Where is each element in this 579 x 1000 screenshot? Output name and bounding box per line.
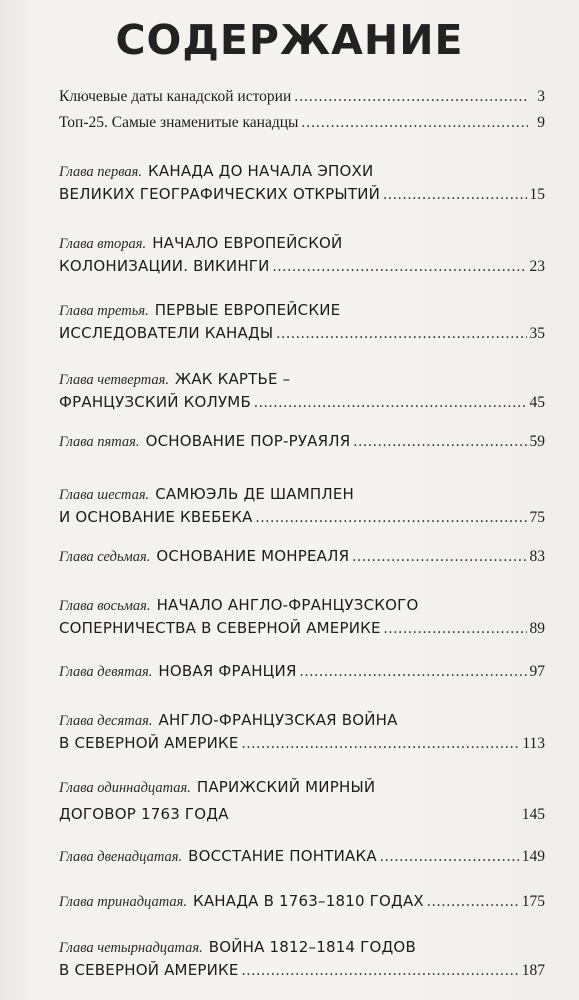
page-number: 45 — [529, 394, 545, 411]
chapter-line — [59, 732, 545, 755]
chapter-heading: АНГЛО-ФРАНЦУЗСКАЯ ВОЙНА — [158, 711, 398, 729]
page-number: 187 — [521, 962, 545, 979]
chapter-line — [59, 255, 545, 278]
page-number: 83 — [529, 548, 545, 565]
chapter-line — [59, 959, 545, 982]
page-number: 75 — [529, 509, 545, 526]
dot-leader — [383, 184, 526, 206]
chapter-heading: КАНАДА В 1763–1810 ГОДАХ — [193, 892, 424, 910]
chapter-line — [59, 183, 545, 206]
chapter-label: Глава четвертая. — [59, 372, 169, 388]
chapter-heading-cont: И ОСНОВАНИЕ КВЕБЕКА — [59, 508, 253, 526]
toc-chapter-entry — [59, 845, 545, 868]
chapter-line — [59, 299, 545, 322]
dot-leader — [273, 256, 527, 278]
dot-leader — [254, 392, 527, 414]
dot-leader — [256, 507, 527, 529]
toc-chapter-entry — [59, 160, 545, 206]
toc-chapter-entry — [59, 368, 545, 414]
chapter-heading-cont: В СЕВЕРНОЙ АМЕРИКЕ — [59, 961, 239, 979]
toc-entry — [59, 112, 545, 134]
chapter-line — [59, 845, 545, 868]
toc-chapter-entry — [59, 709, 545, 755]
chapter-heading: НАЧАЛО ЕВРОПЕЙСКОЙ — [152, 234, 343, 252]
chapter-heading: ВОССТАНИЕ ПОНТИАКА — [188, 847, 377, 865]
toc-chapter-entry — [59, 660, 545, 683]
toc-chapter-entry — [59, 299, 545, 345]
toc-chapter-entry — [59, 430, 545, 453]
chapter-line — [59, 506, 545, 529]
toc-line — [59, 112, 545, 134]
dot-leader — [352, 546, 526, 568]
entry-title: Топ-25. Самые знаменитые канадцы — [59, 114, 299, 131]
page-number: 3 — [537, 88, 545, 105]
chapter-line — [59, 368, 545, 391]
page-number: 35 — [529, 325, 545, 342]
chapter-heading: ЖАК КАРТЬЕ – — [174, 370, 291, 388]
chapter-heading: САМЮЭЛЬ ДЕ ШАМПЛЕН — [155, 485, 354, 503]
toc-chapter-entry — [59, 594, 545, 640]
toc-line — [59, 86, 545, 108]
page-number: 23 — [529, 258, 545, 275]
chapter-heading-cont: ИССЛЕДОВАТЕЛИ КАНАДЫ — [59, 324, 274, 342]
dot-leader — [294, 86, 528, 108]
page-number: 15 — [529, 186, 545, 203]
chapter-line — [59, 483, 545, 506]
chapter-heading-cont: В СЕВЕРНОЙ АМЕРИКЕ — [59, 734, 239, 752]
dot-leader — [384, 618, 527, 640]
chapter-heading-cont: КОЛОНИЗАЦИИ. ВИКИНГИ — [59, 257, 270, 275]
page-number: 175 — [521, 893, 545, 910]
chapter-label: Глава первая. — [59, 164, 143, 180]
chapter-heading: ВОЙНА 1812–1814 ГОДОВ — [208, 938, 416, 956]
dot-leader — [301, 112, 528, 134]
chapter-line — [59, 709, 545, 732]
chapter-heading: ПАРИЖСКИЙ МИРНЫЙ — [196, 778, 376, 796]
entry-title: Ключевые даты канадской истории — [59, 88, 292, 105]
chapter-line — [59, 936, 545, 959]
dot-leader — [380, 846, 519, 868]
chapter-heading: ОСНОВАНИЕ МОНРЕАЛЯ — [156, 547, 350, 565]
chapter-label: Глава десятая. — [59, 713, 153, 729]
toc-entry — [59, 86, 545, 108]
chapter-label: Глава третья. — [59, 303, 149, 319]
chapter-line — [59, 890, 545, 913]
chapter-heading: ОСНОВАНИЕ ПОР-РУАЯЛЯ — [145, 432, 351, 450]
chapter-label: Глава восьмая. — [59, 598, 151, 614]
chapter-line — [59, 776, 545, 799]
chapter-heading: КАНАДА ДО НАЧАЛА ЭПОХИ — [148, 162, 374, 180]
chapter-heading-cont: СОПЕРНИЧЕСТВА В СЕВЕРНОЙ АМЕРИКЕ — [59, 619, 381, 637]
chapter-label: Глава двенадцатая. — [59, 849, 183, 865]
dot-leader — [353, 431, 526, 453]
page-number: 145 — [521, 806, 545, 823]
dot-leader — [300, 661, 527, 683]
chapter-line — [59, 430, 545, 453]
chapter-line — [59, 391, 545, 414]
chapter-heading: НАЧАЛО АНГЛО-ФРАНЦУЗСКОГО — [156, 596, 419, 614]
dot-leader — [242, 960, 519, 982]
chapter-heading: ПЕРВЫЕ ЕВРОПЕЙСКИЕ — [154, 301, 341, 319]
page-title: СОДЕРЖАНИЕ — [115, 16, 464, 64]
chapter-line — [59, 660, 545, 683]
chapter-line — [59, 545, 545, 568]
page-number: 89 — [529, 620, 545, 637]
dot-leader — [242, 733, 520, 755]
toc-chapter-entry — [59, 936, 545, 982]
chapter-line — [59, 160, 545, 183]
chapter-label: Глава тринадцатая. — [59, 894, 187, 910]
page-number: 9 — [537, 114, 545, 131]
page-number: 149 — [521, 848, 545, 865]
chapter-line — [59, 594, 545, 617]
toc-chapter-entry — [59, 776, 545, 826]
chapter-label: Глава шестая. — [59, 487, 150, 503]
toc-chapter-entry — [59, 232, 545, 278]
chapter-line — [59, 617, 545, 640]
chapter-heading-cont: ВЕЛИКИХ ГЕОГРАФИЧЕСКИХ ОТКРЫТИЙ — [59, 185, 381, 203]
chapter-line — [59, 232, 545, 255]
chapter-heading-cont: ДОГОВОР 1763 ГОДА — [59, 805, 229, 823]
chapter-label: Глава девятая. — [59, 664, 153, 680]
chapter-label: Глава вторая. — [59, 236, 147, 252]
chapter-label: Глава одиннадцатая. — [59, 780, 191, 796]
toc-chapter-entry — [59, 890, 545, 913]
toc-chapter-entry — [59, 483, 545, 529]
chapter-label: Глава седьмая. — [59, 549, 151, 565]
toc-chapter-entry — [59, 545, 545, 568]
dot-leader — [427, 891, 519, 913]
chapter-heading: НОВАЯ ФРАНЦИЯ — [158, 662, 297, 680]
chapter-line — [59, 322, 545, 345]
page-number: 113 — [522, 735, 545, 752]
chapter-label: Глава четырнадцатая. — [59, 940, 203, 956]
page-number: 59 — [529, 433, 545, 450]
page-number: 97 — [529, 663, 545, 680]
chapter-heading-cont: ФРАНЦУЗСКИЙ КОЛУМБ — [59, 393, 251, 411]
dot-leader — [276, 323, 526, 345]
chapter-label: Глава пятая. — [59, 434, 140, 450]
chapter-line — [59, 803, 545, 826]
